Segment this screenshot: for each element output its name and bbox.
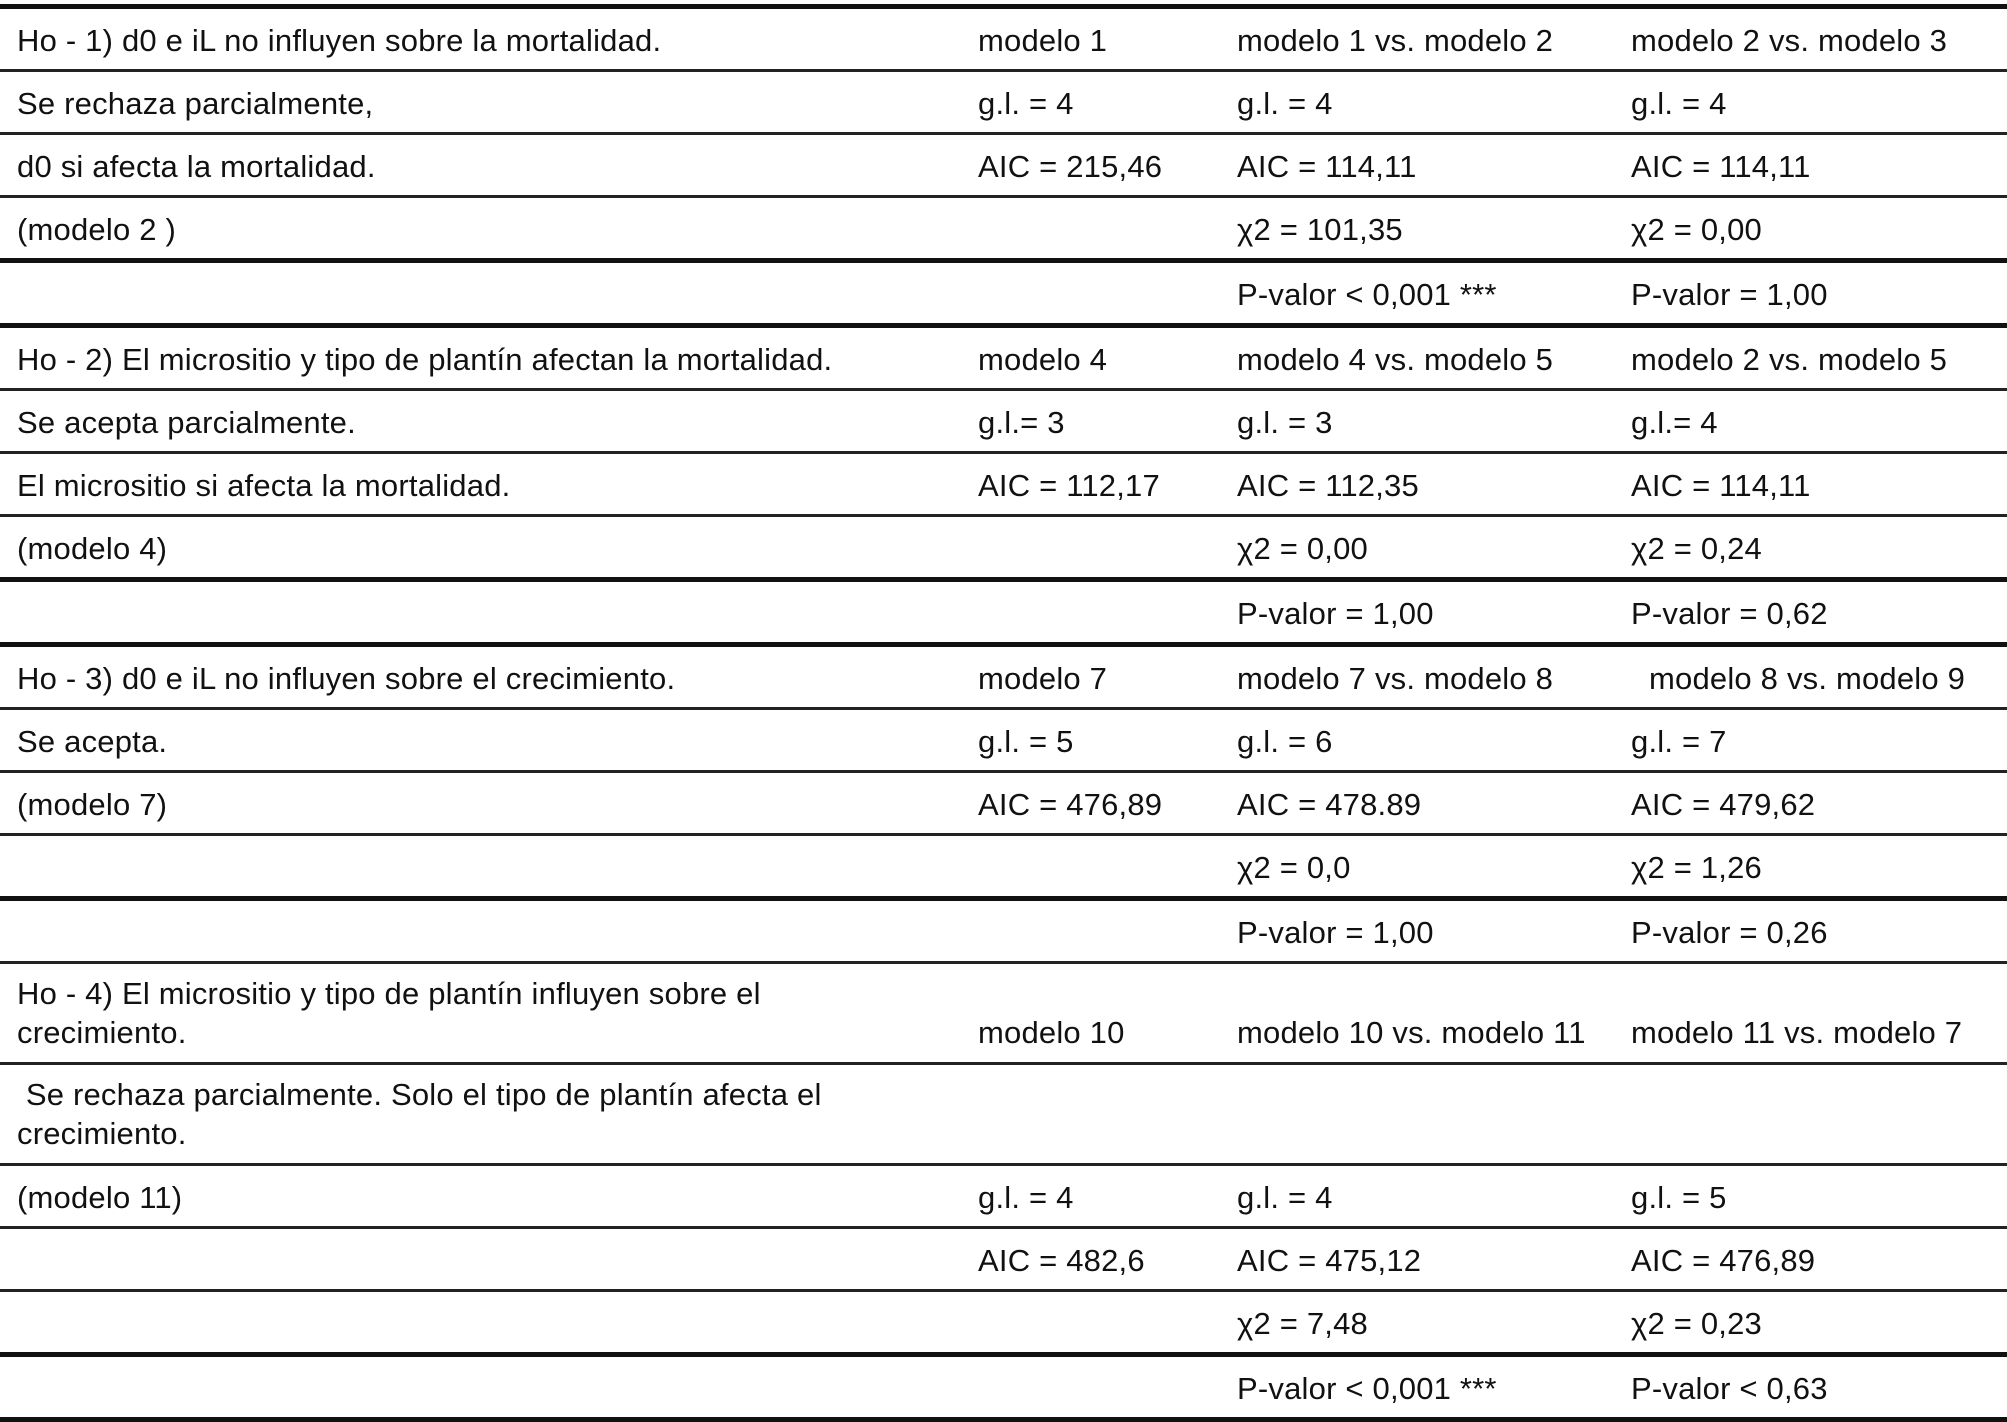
results-table [0,4,2007,1422]
comparison-cell: χ2 = 0,23 [1631,1306,1762,1341]
comparison-cell: AIC = 475,12 [1237,1243,1422,1278]
model-cell: modelo 10 [978,1015,1125,1050]
comparison-cell: g.l. = 3 [1237,405,1333,440]
hypothesis-cell [0,1292,976,1352]
comparison-cell: modelo 2 vs. modelo 3 [1631,23,1948,58]
table-row [0,964,2007,1065]
hypothesis-cell [0,1357,976,1417]
comparison-cell: modelo 1 vs. modelo 2 [1237,23,1554,58]
table-row [0,1229,2007,1292]
comparison-cell: modelo 11 vs. modelo 7 [1631,1015,1963,1050]
hypothesis-cell: (modelo 11) [17,1180,183,1215]
comparison-cell [1235,1065,1623,1163]
comparison-cell: χ2 = 7,48 [1237,1306,1368,1341]
hypothesis-cell: Se rechaza parcialmente, [17,86,374,121]
comparison-cell: AIC = 479,62 [1631,787,1816,822]
table-row [0,263,2007,328]
comparison-cell: χ2 = 0,24 [1631,531,1762,566]
model-cell [976,198,1235,258]
hypothesis-cell: Se acepta. [17,724,168,759]
comparison-cell: g.l. = 7 [1631,724,1727,759]
table-row [0,328,2007,391]
comparison-cell: g.l. = 4 [1237,1180,1333,1215]
hypothesis-cell [0,582,976,642]
model-cell: modelo 7 [978,661,1108,696]
hypothesis-cell: (modelo 2 ) [17,212,176,247]
hypothesis-cell: Ho - 4) El micrositio y tipo de plantín influyen sobre el crecimiento. [17,976,761,1050]
comparison-cell: AIC = 114,11 [1631,149,1811,184]
table-row [0,198,2007,263]
model-cell: AIC = 215,46 [978,149,1163,184]
comparison-cell: AIC = 114,11 [1631,468,1811,503]
table-row [0,1357,2007,1422]
comparison-cell: P-valor < 0,001 *** [1237,277,1497,312]
table-row [0,1065,2007,1166]
model-cell: AIC = 476,89 [978,787,1163,822]
hypothesis-cell [0,263,976,323]
comparison-cell: g.l. = 4 [1237,86,1333,121]
model-cell: modelo 1 [978,23,1108,58]
model-cell [976,517,1235,577]
comparison-cell: modelo 4 vs. modelo 5 [1237,342,1554,377]
comparison-cell: χ2 = 0,00 [1631,212,1762,247]
hypothesis-cell: Ho - 1) d0 e iL no influyen sobre la mortalidad. [17,23,662,58]
comparison-cell: AIC = 112,35 [1237,468,1419,503]
hypothesis-cell [0,1229,976,1289]
comparison-cell: AIC = 478.89 [1237,787,1422,822]
comparison-cell: χ2 = 0,00 [1237,531,1368,566]
comparison-cell: AIC = 114,11 [1237,149,1417,184]
model-cell [976,1292,1235,1352]
model-cell: g.l. = 5 [978,724,1074,759]
model-cell: g.l.= 3 [978,405,1065,440]
table-row [0,1166,2007,1229]
hypothesis-cell: Ho - 2) El micrositio y tipo de plantín afectan la mortalidad. [17,342,833,377]
comparison-cell: P-valor < 0,001 *** [1237,1371,1497,1406]
comparison-cell: AIC = 476,89 [1631,1243,1816,1278]
comparison-cell: P-valor < 0,63 [1631,1371,1828,1406]
model-cell: AIC = 482,6 [978,1243,1145,1278]
table-row [0,1292,2007,1357]
comparison-cell: χ2 = 0,0 [1237,850,1351,885]
model-cell [976,582,1235,642]
comparison-cell: modelo 2 vs. modelo 5 [1631,342,1948,377]
model-cell: modelo 4 [978,342,1108,377]
comparison-cell: modelo 7 vs. modelo 8 [1237,661,1554,696]
comparison-cell: P-valor = 1,00 [1237,596,1434,631]
hypothesis-cell: Se acepta parcialmente. [17,405,356,440]
table-row [0,72,2007,135]
comparison-cell: P-valor = 0,62 [1631,596,1828,631]
table-row [0,836,2007,901]
comparison-cell: g.l. = 6 [1237,724,1333,759]
comparison-cell: g.l.= 4 [1631,405,1718,440]
comparison-cell: χ2 = 1,26 [1631,850,1762,885]
model-cell [976,1357,1235,1417]
comparison-cell: modelo 10 vs. modelo 11 [1237,1015,1586,1050]
hypothesis-cell: Ho - 3) d0 e iL no influyen sobre el crecimiento. [17,661,676,696]
table-row [0,647,2007,710]
comparison-cell: P-valor = 0,26 [1631,915,1828,950]
hypothesis-cell [0,836,976,896]
comparison-cell: g.l. = 4 [1631,86,1727,121]
table-row [0,391,2007,454]
model-cell: g.l. = 4 [978,86,1074,121]
comparison-cell [1623,1065,2007,1163]
table-row [0,517,2007,582]
comparison-cell: χ2 = 101,35 [1237,212,1403,247]
hypothesis-cell: d0 si afecta la mortalidad. [17,149,376,184]
hypothesis-cell: Se rechaza parcialmente. Solo el tipo de plantín afecta el crecimiento. [17,1077,831,1151]
table-row [0,454,2007,517]
comparison-cell: P-valor = 1,00 [1237,915,1434,950]
hypothesis-cell: (modelo 7) [17,787,168,822]
comparison-cell: modelo 8 vs. modelo 9 [1649,661,1966,696]
model-cell [976,263,1235,323]
table-row [0,582,2007,647]
table-row [0,710,2007,773]
comparison-cell: g.l. = 5 [1631,1180,1727,1215]
model-cell: AIC = 112,17 [978,468,1160,503]
model-cell [976,836,1235,896]
hypothesis-cell: El micrositio si afecta la mortalidad. [17,468,511,503]
table-row [0,773,2007,836]
model-cell: g.l. = 4 [978,1180,1074,1215]
model-cell [976,901,1235,961]
comparison-cell: P-valor = 1,00 [1631,277,1828,312]
hypothesis-cell [0,901,976,961]
model-cell [976,1065,1235,1163]
table-row [0,4,2007,72]
table-row [0,135,2007,198]
hypothesis-cell: (modelo 4) [17,531,168,566]
table-row [0,901,2007,964]
